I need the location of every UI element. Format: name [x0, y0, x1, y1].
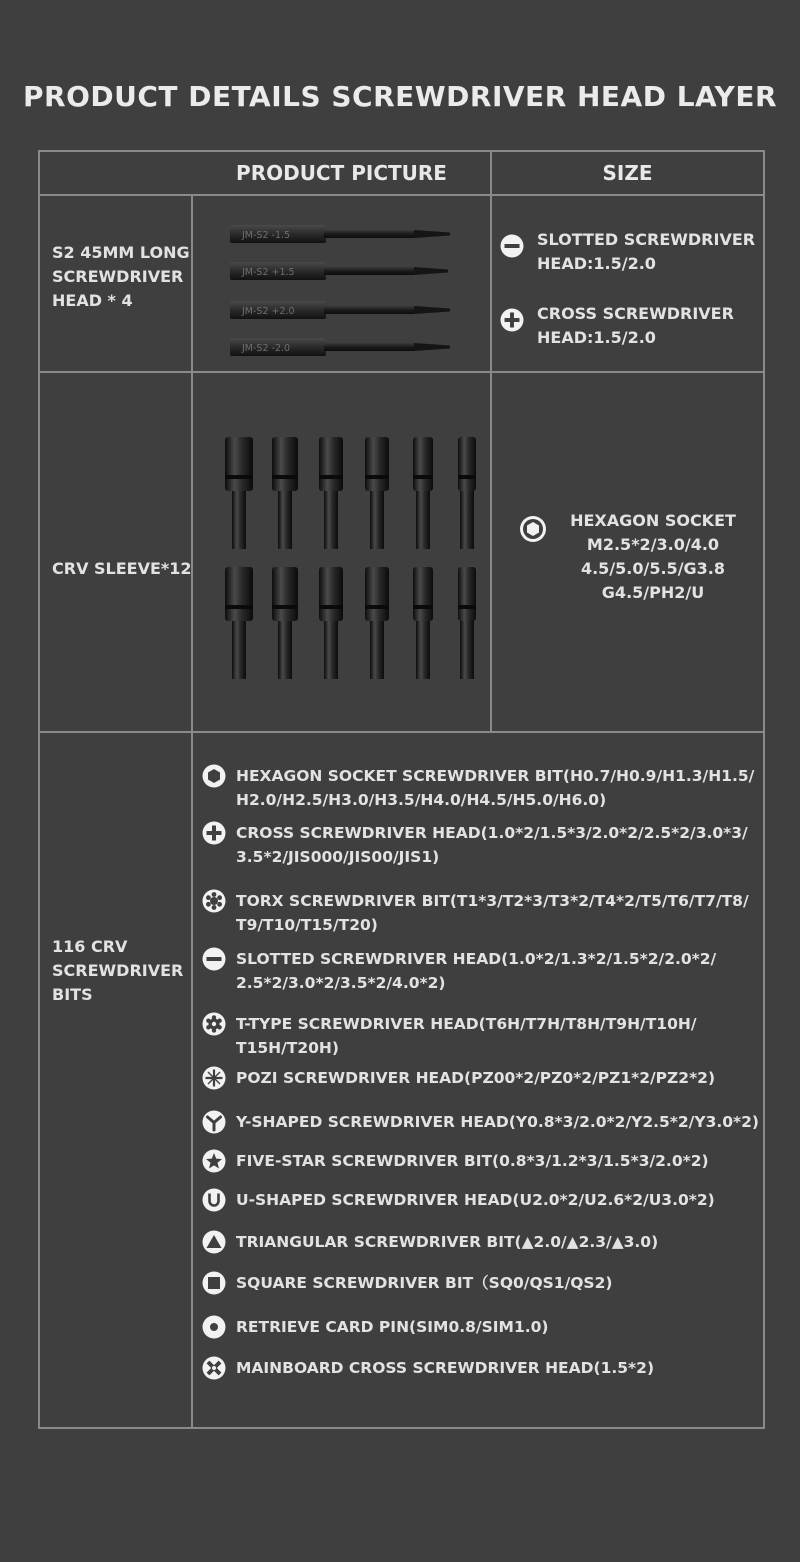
bit-list-item-pozi: POZI SCREWDRIVER HEAD(PZ00*2/PZ0*2/PZ1*2/PZ2*2)	[202, 1066, 762, 1090]
square-icon	[202, 1271, 226, 1295]
page-title: PRODUCT DETAILS SCREWDRIVER HEAD LAYER	[22, 80, 778, 113]
slotted-icon	[202, 947, 226, 971]
bit-list-item-t-type: T-TYPE SCREWDRIVER HEAD(T6H/T7H/T8H/T9H/T10H/ T15H/T20H)	[202, 1012, 762, 1060]
bit-list-item-u-shaped: U-SHAPED SCREWDRIVER HEAD(U2.0*2/U2.6*2/U3.0*2)	[202, 1188, 762, 1212]
sleeve-10	[365, 567, 389, 679]
sleeve-9	[319, 567, 343, 679]
bit-list-item-hexagon: HEXAGON SOCKET SCREWDRIVER BIT(H0.7/H0.9/H1.3/H1.5/ H2.0/H2.5/H3.0/H3.5/H4.0/H4.5/H5.0/H6.0)	[202, 764, 762, 812]
card-pin-icon	[202, 1315, 226, 1339]
bit-list-item-slotted: SLOTTED SCREWDRIVER HEAD(1.0*2/1.3*2/1.5*2/2.0*2/ 2.5*2/3.0*2/3.5*2/4.0*2)	[202, 947, 762, 995]
sleeve-3	[319, 437, 343, 549]
sleeve-4	[365, 437, 389, 549]
five-star-icon	[202, 1149, 226, 1173]
long-bit-3	[230, 301, 450, 319]
sleeve-8	[272, 567, 298, 679]
long-bit-4	[230, 338, 450, 356]
sleeves-picture	[213, 435, 483, 695]
header-size: SIZE	[602, 161, 653, 185]
long-bit-1	[230, 225, 450, 243]
long-bits-picture	[228, 218, 458, 360]
bit-list-item-cross: CROSS SCREWDRIVER HEAD(1.0*2/1.5*3/2.0*2/2.5*2/3.0*3/ 3.5*2/JIS000/JIS00/JIS1)	[202, 821, 762, 869]
sleeve-1	[225, 437, 253, 549]
u-shaped-icon	[202, 1188, 226, 1212]
bit-list-item-mainboard-cross: MAINBOARD CROSS SCREWDRIVER HEAD(1.5*2)	[202, 1356, 762, 1380]
torx-icon	[202, 889, 226, 913]
sleeve-12	[458, 567, 476, 679]
bit-list-item-card-pin: RETRIEVE CARD PIN(SIM0.8/SIM1.0)	[202, 1315, 762, 1339]
bit-list-item-torx: TORX SCREWDRIVER BIT(T1*3/T2*3/T3*2/T4*2/T5/T6/T7/T8/ T9/T10/T15/T20)	[202, 889, 762, 937]
sleeve-6	[458, 437, 476, 549]
sleeve-2	[272, 437, 298, 549]
svg-text:JM-S2 -1.5: JM-S2 -1.5	[242, 230, 291, 241]
pozi-icon	[202, 1066, 226, 1090]
sleeve-5	[413, 437, 433, 549]
cross-size-text: CROSS SCREWDRIVER HEAD:1.5/2.0	[537, 304, 734, 347]
t-type-icon	[202, 1012, 226, 1036]
svg-text:JM-S2 -2.0: JM-S2 -2.0	[242, 343, 291, 354]
bit-list-item-five-star: FIVE-STAR SCREWDRIVER BIT(0.8*3/1.2*3/1.5*3/2.0*2)	[202, 1149, 762, 1173]
slotted-icon	[500, 234, 524, 258]
triangle-icon	[202, 1230, 226, 1254]
sleeve-11	[413, 567, 433, 679]
mainboard-cross-icon	[202, 1356, 226, 1380]
slotted-size-text: SLOTTED SCREWDRIVER HEAD:1.5/2.0	[537, 230, 756, 273]
bit-list-item-triangle: TRIANGULAR SCREWDRIVER BIT(▲2.0/▲2.3/▲3.0)	[202, 1230, 762, 1254]
long-bit-2	[230, 262, 448, 280]
hexagon-icon	[202, 764, 226, 788]
row1-label: S2 45MM LONG SCREWDRIVER HEAD * 4	[52, 243, 190, 310]
cross-icon	[202, 821, 226, 845]
row2-label: CRV SLEEVE*12	[52, 559, 192, 578]
svg-text:JM-S2 +1.5: JM-S2 +1.5	[242, 267, 295, 278]
sleeve-7	[225, 567, 253, 679]
svg-text:JM-S2 +2.0: JM-S2 +2.0	[242, 306, 295, 317]
bit-list-item-y-shaped: Y-SHAPED SCREWDRIVER HEAD(Y0.8*3/2.0*2/Y2.5*2/Y3.0*2)	[202, 1110, 762, 1134]
bit-list-item-square: SQUARE SCREWDRIVER BIT（SQ0/QS1/QS2)	[202, 1271, 762, 1295]
product-table	[38, 150, 765, 1429]
hexagon-socket-size-text: HEXAGON SOCKET M2.5*2/3.0/4.0 4.5/5.0/5.5/G3.8 G4.5/PH2/U	[570, 511, 736, 602]
hexagon-socket-icon	[519, 515, 547, 543]
header-product-picture: PRODUCT PICTURE	[236, 161, 447, 185]
row3-label: 116 CRV SCREWDRIVER BITS	[52, 937, 184, 1004]
cross-icon	[500, 308, 524, 332]
y-shaped-icon	[202, 1110, 226, 1134]
